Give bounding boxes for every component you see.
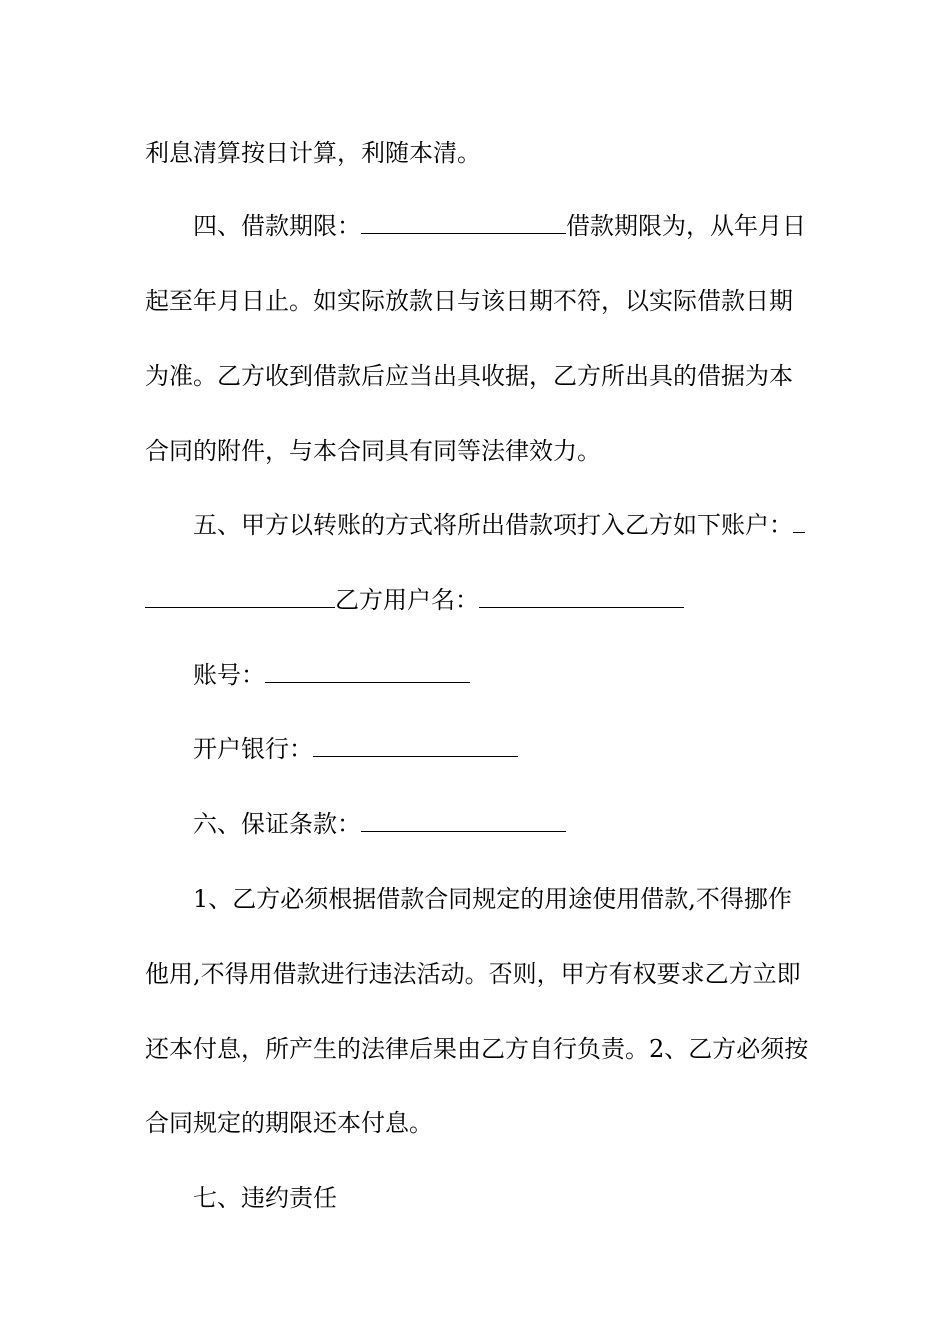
account-name-label: 乙方用户名： (335, 586, 479, 614)
text-line: 七、违约责任 (193, 1184, 337, 1212)
clause-4-text: 借款期限为，从年月日 (566, 212, 806, 240)
text-line: 利息清算按日计算，利随本清。 (145, 139, 481, 167)
account-blank-start[interactable] (793, 510, 805, 533)
clause-4-loan-term (193, 211, 806, 241)
account-number-blank[interactable] (265, 660, 470, 683)
text-line: 合同规定的期限还本付息。 (145, 1109, 433, 1137)
guarantee-blank[interactable] (361, 809, 566, 832)
account-blank-cont[interactable] (145, 585, 335, 608)
account-number-label: 账号： (193, 661, 265, 689)
bank-line (193, 734, 518, 764)
clause-4-line-4 (145, 436, 601, 466)
clause-6-item-1 (193, 884, 792, 914)
clause-5-transfer (193, 510, 805, 540)
clause-6-item-2-line (145, 1108, 433, 1138)
clause-4-line-3 (145, 361, 793, 391)
clause-4-line-2 (145, 286, 793, 316)
account-number-line (193, 660, 470, 690)
text-line: 合同的附件，与本合同具有同等法律效力。 (145, 437, 601, 465)
loan-term-blank[interactable] (361, 211, 566, 234)
bank-label: 开户银行： (193, 735, 313, 763)
text-line: 起至年月日止。如实际放款日与该日期不符，以实际借款日期 (145, 287, 793, 315)
text-line: 还本付息，所产生的法律后果由乙方自行负责。2、乙方必须按 (145, 1035, 809, 1063)
clause-7-heading (193, 1183, 337, 1213)
account-name-blank[interactable] (479, 585, 684, 608)
clause-6-guarantee (193, 809, 566, 839)
paragraph-interest-settlement (145, 138, 481, 168)
text-line: 1、乙方必须根据借款合同规定的用途使用借款,不得挪作 (193, 885, 792, 913)
clause-5-heading: 五、甲方以转账的方式将所出借款项打入乙方如下账户： (193, 511, 793, 539)
clause-6-heading: 六、保证条款： (193, 810, 361, 838)
clause-5-account-name-line (145, 585, 684, 615)
bank-blank[interactable] (313, 734, 518, 757)
text-line: 他用,不得用借款进行违法活动。否则，甲方有权要求乙方立即 (145, 960, 801, 988)
text-line: 为准。乙方收到借款后应当出具收据，乙方所出具的借据为本 (145, 362, 793, 390)
clause-6-item-1-line-2 (145, 959, 801, 989)
clause-6-item-1-line-3 (145, 1034, 808, 1064)
clause-4-heading: 四、借款期限： (193, 212, 361, 240)
